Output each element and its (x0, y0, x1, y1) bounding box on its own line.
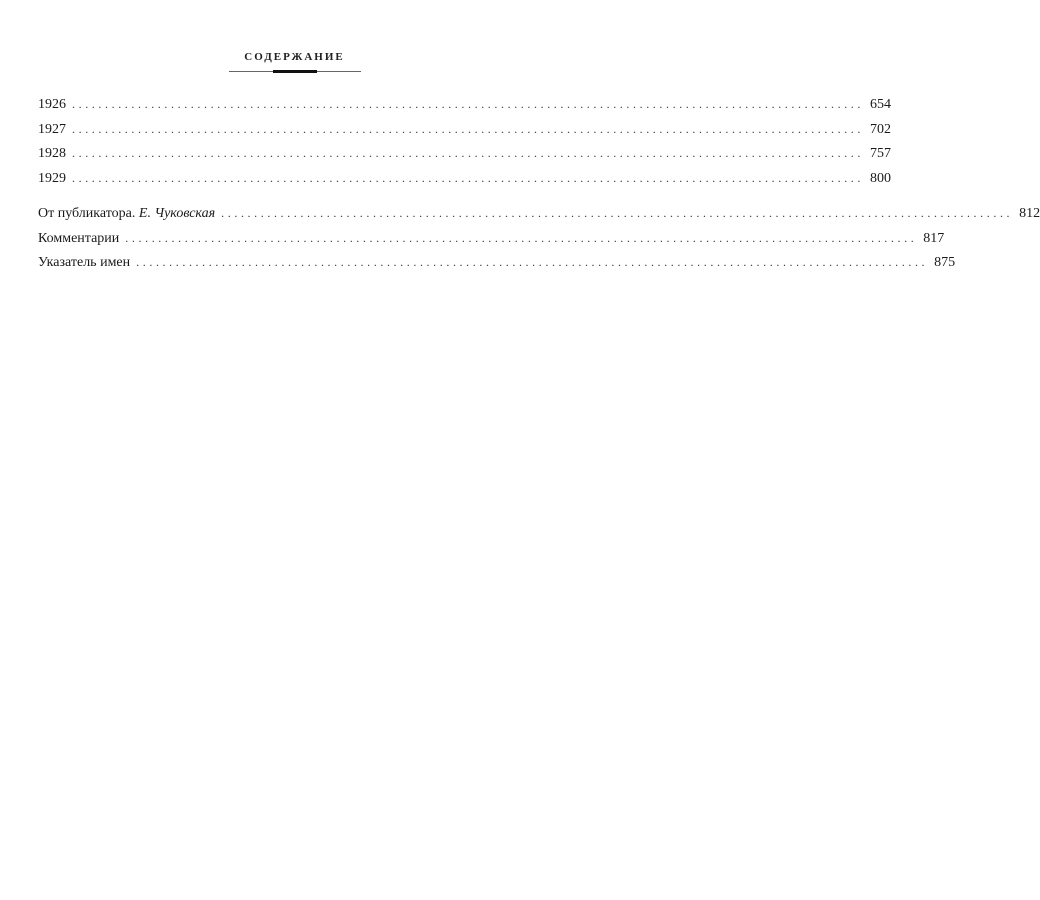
page-header (0, 50, 589, 74)
dot-leader: ........................................................................................................................ (72, 121, 864, 136)
toc-entry-1926[interactable] (38, 92, 891, 117)
toc-entry-title: Указатель имен (38, 255, 131, 270)
toc-entry-title-text: От публикатора. (38, 206, 136, 221)
toc-entry-commentary[interactable] (38, 226, 945, 251)
toc-entry-author: Е. Чуковская (138, 206, 216, 221)
toc-entry-page: 757 (870, 146, 891, 161)
page-title: СОДЕРЖАНИЕ (244, 51, 345, 63)
toc-entry-name-index[interactable] (38, 250, 956, 275)
ornament-thick-line (273, 70, 317, 73)
toc-entry-title (38, 202, 221, 227)
toc-entry-page: 702 (870, 121, 891, 137)
toc-entry-1928[interactable] (38, 141, 891, 166)
toc-entry-1927[interactable] (38, 117, 891, 142)
title-ornament-rule (229, 70, 361, 74)
toc-entry-page: 817 (923, 230, 945, 246)
toc-entry-1929[interactable] (38, 166, 891, 191)
dot-leader: ........................................................................................................................ (72, 170, 864, 185)
dot-leader: ........................................................................................................................ (136, 255, 929, 269)
dot-leader: ........................................................................................................................ (221, 206, 1014, 220)
toc-entry-title: 1927 (38, 121, 66, 137)
toc-group-years (38, 92, 891, 190)
toc-entry-page: 654 (870, 97, 891, 112)
dot-leader: ........................................................................................................................ (125, 230, 918, 245)
toc-entry-title: 1926 (38, 97, 66, 112)
dot-leader: ........................................................................................................................ (72, 146, 864, 160)
toc-entry-page: 800 (870, 170, 891, 186)
toc-entry-title: 1928 (38, 146, 66, 161)
toc-group-appendix (38, 201, 1040, 275)
toc-entry-publisher-note[interactable] (38, 201, 1040, 226)
toc-entry-page: 812 (1019, 206, 1040, 221)
table-of-contents (38, 92, 1040, 275)
toc-entry-title: 1929 (38, 170, 66, 186)
toc-entry-title: Комментарии (38, 230, 120, 246)
dot-leader: ........................................................................................................................ (72, 97, 864, 111)
toc-entry-page: 875 (934, 255, 956, 270)
